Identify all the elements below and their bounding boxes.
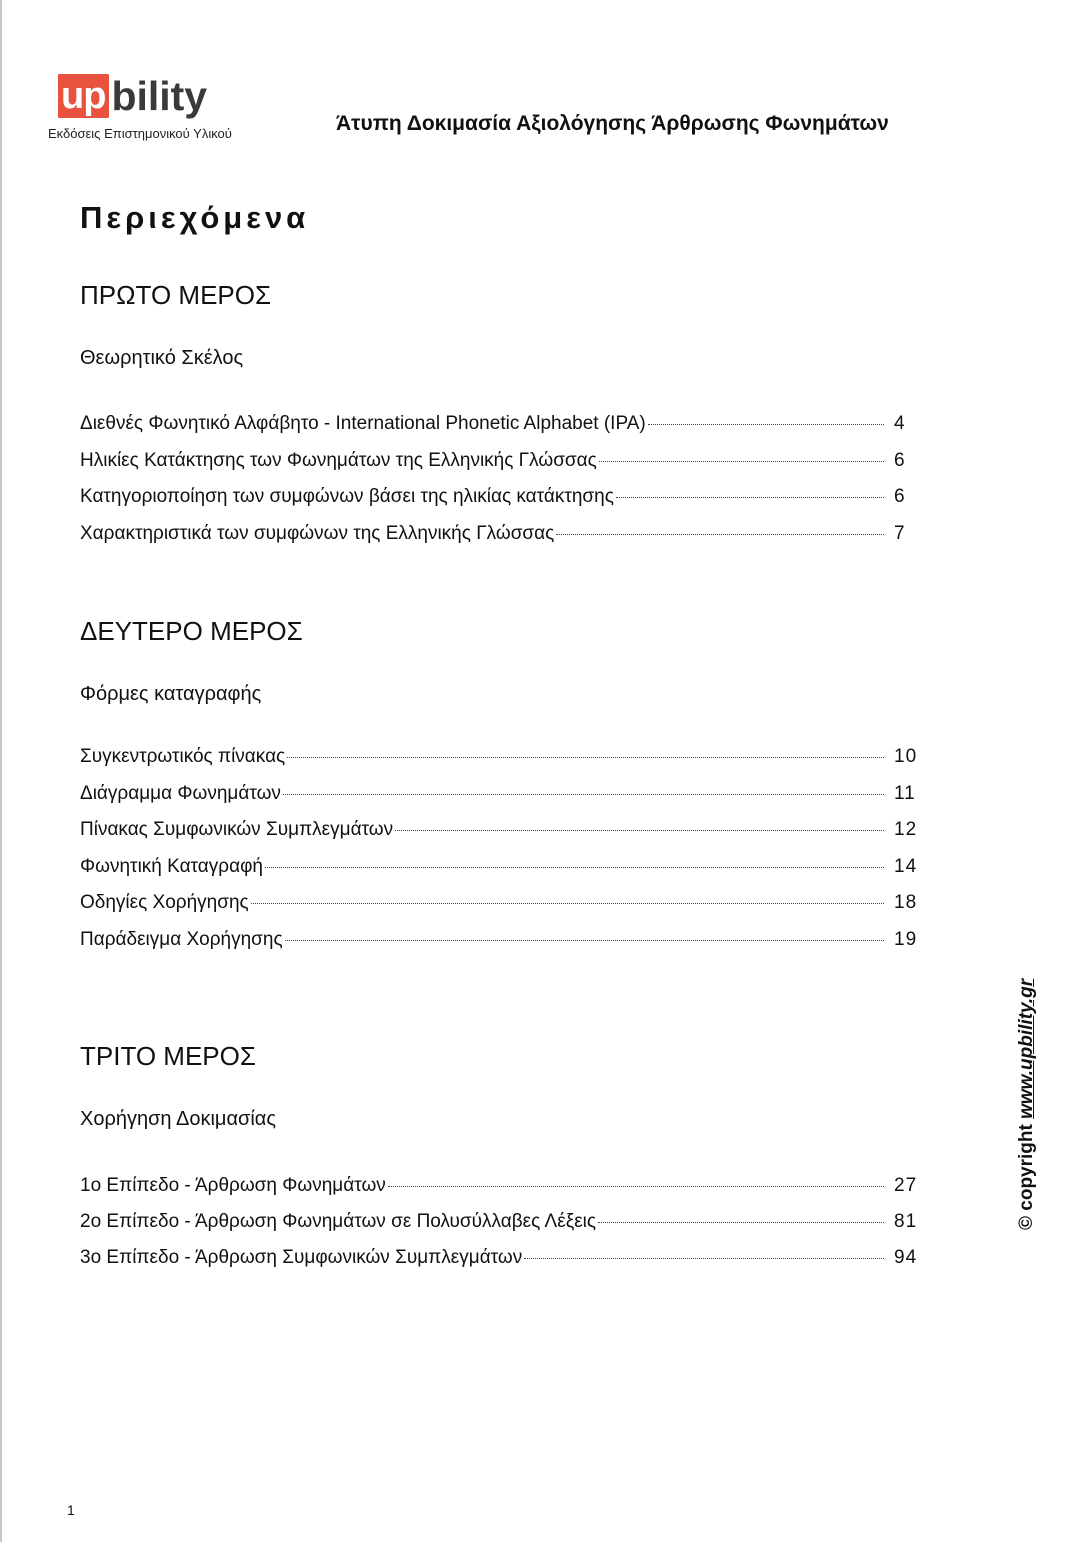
toc-entry[interactable] <box>80 413 930 439</box>
toc-entry-label: Ηλικίες Κατάκτησης των Φωνημάτων της Ελληνικής Γλώσσας <box>80 450 597 471</box>
part-2-section: Φόρμες καταγραφής <box>80 683 262 705</box>
part-3-section: Χορήγηση Δοκιμασίας <box>80 1108 277 1130</box>
copyright-prefix: © copyright <box>1016 1124 1037 1230</box>
toc-entry-label: Διάγραμμα Φωνημάτων <box>80 783 281 804</box>
toc-entry-page: 6 <box>894 450 906 471</box>
toc-entry-label: Συγκεντρωτικός πίνακας <box>80 746 286 767</box>
toc-entry-page: 81 <box>894 1211 918 1232</box>
toc-entry[interactable] <box>80 1247 930 1273</box>
toc-entry[interactable] <box>80 746 930 772</box>
dot-leader <box>388 1186 884 1187</box>
toc-entry-label: Φωνητική Καταγραφή <box>80 856 263 877</box>
document-title: Άτυπη Δοκιμασία Αξιολόγησης Άρθρωσης Φωνημάτων <box>336 112 889 135</box>
toc-entry-page: 14 <box>894 856 918 877</box>
dot-leader <box>285 940 884 941</box>
toc-entry-page: 19 <box>894 929 918 950</box>
toc-entry[interactable] <box>80 1211 930 1237</box>
toc-entry[interactable] <box>80 450 930 476</box>
dot-leader <box>395 830 884 831</box>
toc-entry[interactable] <box>80 1175 930 1201</box>
toc-entry-page: 94 <box>894 1247 918 1268</box>
toc-entry-page: 11 <box>894 783 916 804</box>
toc-heading: Περιεχόμενα <box>80 200 310 235</box>
part-1-title: ΠΡΩΤΟ ΜΕΡΟΣ <box>80 280 272 310</box>
toc-entry-page: 10 <box>894 746 918 767</box>
toc-entry-page: 12 <box>894 819 918 840</box>
page-number: 1 <box>67 1502 75 1518</box>
toc-entry[interactable] <box>80 486 930 512</box>
toc-entry[interactable] <box>80 523 930 549</box>
toc-entry-label: Παράδειγμα Χορήγησης <box>80 929 283 950</box>
dot-leader <box>598 1222 884 1223</box>
dot-leader <box>265 867 884 868</box>
dot-leader <box>599 461 884 462</box>
dot-leader <box>648 424 884 425</box>
dot-leader <box>616 497 884 498</box>
upbility-logo <box>48 70 248 145</box>
toc-entry-page: 6 <box>894 486 906 507</box>
toc-entry[interactable] <box>80 892 930 918</box>
toc-entry-page: 18 <box>894 892 918 913</box>
toc-entry[interactable] <box>80 819 930 845</box>
toc-entry-label: 3ο Επίπεδο - Άρθρωση Συμφωνικών Συμπλεγμάτων <box>80 1247 523 1268</box>
copyright-notice <box>1016 979 1038 1230</box>
part-2-title: ΔΕΥΤΕΡΟ ΜΕΡΟΣ <box>80 616 303 646</box>
toc-entry-page: 7 <box>894 523 906 544</box>
dot-leader <box>524 1258 884 1259</box>
dot-leader <box>251 903 884 904</box>
toc-entry[interactable] <box>80 856 930 882</box>
toc-entry-label: Πίνακας Συμφωνικών Συμπλεγμάτων <box>80 819 394 840</box>
dot-leader <box>287 757 884 758</box>
copyright-url-link[interactable]: www.upbility.gr <box>1016 978 1037 1119</box>
logo-up: up <box>58 74 109 118</box>
toc-entry-label: Χαρακτηριστικά των συμφώνων της Ελληνικής Γλώσσας <box>80 523 555 544</box>
logo-subtitle: Εκδόσεις Επιστημονικού Υλικού <box>48 126 232 141</box>
toc-entry-label: 1ο Επίπεδο - Άρθρωση Φωνημάτων <box>80 1175 386 1196</box>
page-edge <box>0 0 2 1542</box>
logo-bility: bility <box>111 73 208 119</box>
part-3-title: ΤΡΙΤΟ ΜΕΡΟΣ <box>80 1041 256 1071</box>
toc-entry-label: Κατηγοριοποίηση των συμφώνων βάσει της ηλικίας κατάκτησης <box>80 486 614 507</box>
toc-entry[interactable] <box>80 929 930 955</box>
toc-entry[interactable] <box>80 783 930 809</box>
part-1-section: Θεωρητικό Σκέλος <box>80 347 244 369</box>
toc-entry-label: Οδηγίες Χορήγησης <box>80 892 249 913</box>
logo-wordmark <box>58 70 207 118</box>
dot-leader <box>283 794 884 795</box>
toc-entry-label: Διεθνές Φωνητικό Αλφάβητο - International Phonetic Alphabet (IPA) <box>80 413 646 434</box>
dot-leader <box>556 534 884 535</box>
toc-entry-label: 2ο Επίπεδο - Άρθρωση Φωνημάτων σε Πολυσύλλαβες Λέξεις <box>80 1211 597 1232</box>
toc-entry-page: 27 <box>894 1175 918 1196</box>
toc-entry-page: 4 <box>894 413 906 434</box>
